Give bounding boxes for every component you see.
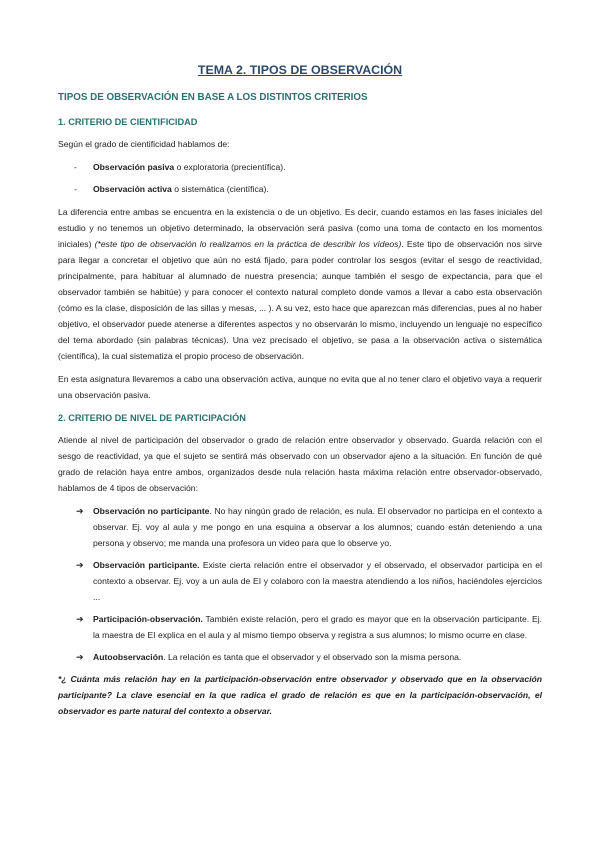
term-bold: Autoobservación	[93, 652, 164, 662]
list-item	[58, 159, 542, 175]
criterion2-heading: 2. CRITERIO DE NIVEL DE PARTICIPACIÓN	[58, 413, 246, 423]
term-description: También existe relación, pero el grado es mayor que en la observación participante. Ej. la maestra de EI explica en el aula y al mismo tiempo observa y registra a sus alumnos; lo mismo ocurre en clase.	[93, 614, 542, 640]
arrow-bullet-icon: ➔	[76, 506, 84, 516]
term-description: Existe cierta relación entre el observador y el observado, el observador participa en el contexto a observar. Ej. voy a un aula de EI y colaboro con la maestra atendiendo a los niños, haciéndoles ejercicios ...	[93, 560, 543, 602]
list-item	[58, 503, 542, 551]
dash-bullet: -	[74, 184, 77, 194]
term-bold: Observación activa	[93, 184, 172, 194]
term-bold: Observación no participante	[93, 506, 210, 516]
term-description: . La relación es tanta que el observador y el observado son la misma persona.	[163, 652, 462, 662]
list-item	[58, 649, 542, 665]
italic-note: (*este tipo de observación lo realizamos en la práctica de describir los vídeos)	[94, 239, 402, 249]
criterion1-paragraph-2: En esta asignatura llevaremos a cabo una observación activa, aunque no evita que al no tener claro el objetivo vaya a requerir una observación pasiva.	[58, 374, 542, 400]
criterion1-intro: Según el grado de cientificidad hablamos de:	[58, 139, 230, 149]
list-item	[58, 557, 542, 605]
arrow-bullet-icon: ➔	[76, 560, 84, 570]
criterion1-heading: 1. CRITERIO DE CIENTIFICIDAD	[58, 117, 198, 127]
term-description: . No hay ningún grado de relación, es nula. El observador no participa en el contexto a observar. Ej. voy al aula y me pongo en una esquina a observar a los alumnos; cuando están deteniendo a una persona y observo; me manda una profesora un video para que lo observe yo.	[93, 506, 542, 548]
term-bold: Participación-observación.	[93, 614, 203, 624]
list-item	[58, 611, 542, 643]
section-heading: TIPOS DE OBSERVACIÓN EN BASE A LOS DISTINTOS CRITERIOS	[58, 92, 368, 103]
term-description: o sistemática (científica).	[171, 184, 269, 194]
criterion2-intro: Atiende al nivel de participación del observador o grado de relación entre observador y observado. Guarda relación con el sesgo de reactividad, ya que el sujeto se sentirá más observado con un observador ajeno a la situación. En función de qué grado de relación haya entre ambos, organizados desde nula relación hasta máxima relación entre observador-observado, hablamos de 4 tipos de observación:	[58, 435, 542, 493]
document-page	[58, 62, 542, 726]
dash-bullet: -	[74, 162, 77, 172]
paragraph-text: . Este tipo de observación nos sirve para llegar a concretar el objetivo que aún no está fijado, para poder controlar los sesgos (evitar el sesgo de reactividad, principalmente, para habituar al alumnado de nuestra presencia; aunque también el sesgo de expectancia, para que el observador también se habitúe) y para conocer el contexto natural completo donde vamos a llevar a cabo esta observación (cómo es la clase, disposición de las sillas y mesas, ... ). A su vez, esto hace que aparezcan más diferencias, pues al no haber objetivo, el observador puede atenerse a diferentes aspectos y no observarán lo mismo, incluyendo un lenguaje no específico del tema abordado (sin palabras técnicas). Una vez precisado el objetivo, se pasa a la observación activa o sistemática (científica), la cual sistematiza el propio proceso de observación.	[58, 239, 542, 361]
paragraph-text: La diferencia entre ambas se encuentra en la existencia o de un objetivo. Es decir, cuando estamos en las fases iniciales del estudio y no tenemos un objetivo determinado, la observación será pasiva (como una toma de contacto en los momentos iniciales)	[58, 207, 542, 249]
term-description: o exploratoria (precientífica).	[174, 162, 286, 172]
arrow-bullet-icon: ➔	[76, 614, 84, 624]
list-item	[58, 181, 542, 197]
criterion1-paragraph-1	[58, 204, 542, 364]
page-title: TEMA 2. TIPOS DE OBSERVACIÓN	[197, 63, 403, 77]
question-note: *¿ Cuánta más relación hay en la participación-observación entre observador y observado que en la observación participante? La clave esencial en la que radica el grado de relación es que en la participación-observación, el observador es parte natural del contexto a observar.	[58, 674, 542, 716]
criterion2-list	[58, 503, 542, 665]
term-bold: Observación participante.	[93, 560, 200, 570]
arrow-bullet-icon: ➔	[76, 652, 84, 662]
term-bold: Observación pasiva	[93, 162, 175, 172]
criterion1-list	[58, 159, 542, 197]
